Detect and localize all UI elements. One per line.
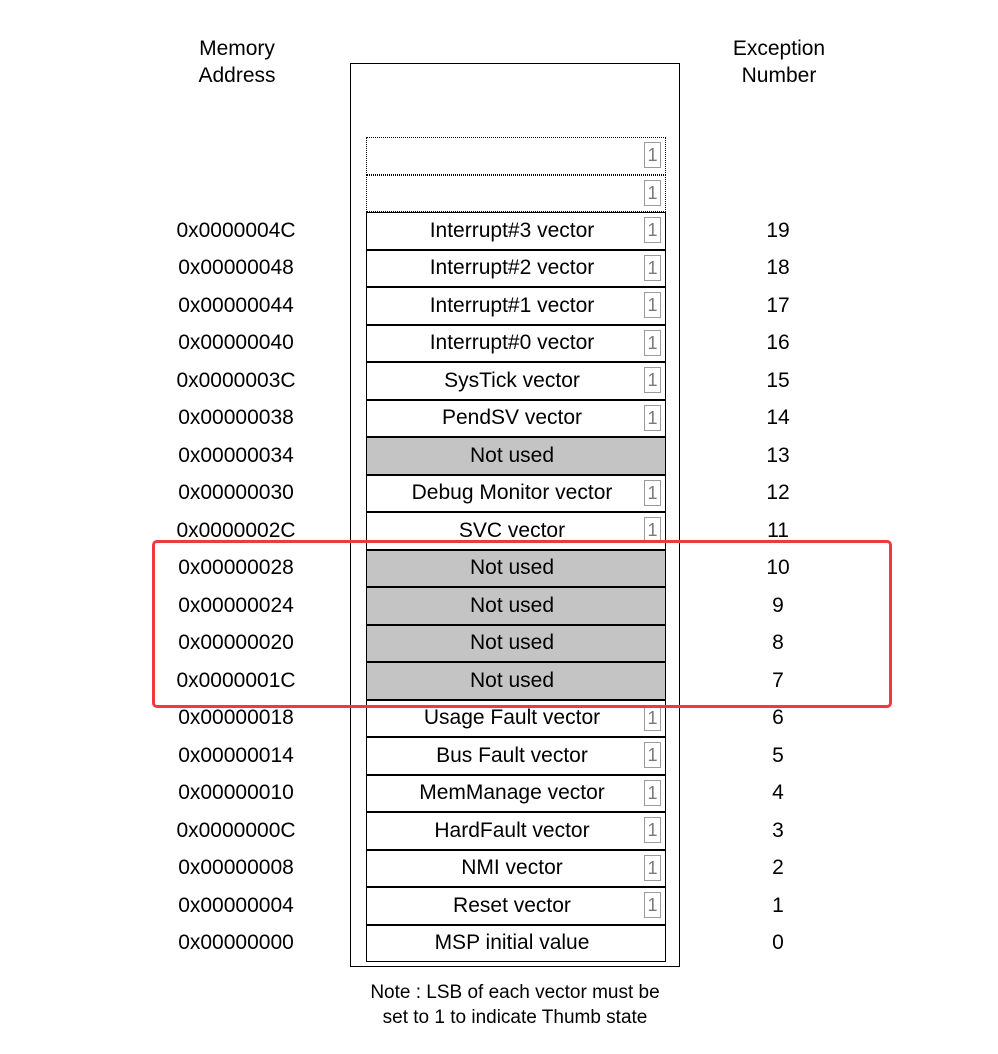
lsb-bit-marker: 1 xyxy=(644,142,661,168)
vector-cell xyxy=(366,737,666,775)
vector-cell xyxy=(366,212,666,250)
vector-cell-continuation xyxy=(366,137,666,175)
row-exception-number: 13 xyxy=(766,443,790,467)
row-address: 0x00000000 xyxy=(178,931,294,955)
vector-label: NMI vector xyxy=(461,856,563,880)
lsb-bit-marker: 1 xyxy=(644,517,661,543)
row-exception-number: 18 xyxy=(766,256,790,280)
exception-number-header-line1: Exception xyxy=(732,37,826,60)
row-exception-number: 0 xyxy=(772,931,784,955)
vector-cell-not-used xyxy=(366,437,666,475)
row-exception-number: 4 xyxy=(772,781,784,805)
exception-number-header xyxy=(712,35,846,89)
row-address: 0x00000004 xyxy=(178,893,294,917)
row-exception-number xyxy=(738,137,818,175)
vector-cell xyxy=(366,400,666,438)
row-exception-number: 1 xyxy=(772,893,784,917)
vector-label: Reset vector xyxy=(453,893,571,917)
lsb-bit-marker: 1 xyxy=(644,217,661,243)
vector-label: Not used xyxy=(469,668,555,692)
row-address: 0x0000002C xyxy=(176,518,296,542)
vector-label: SysTick vector xyxy=(444,368,580,392)
row-exception-number: 9 xyxy=(772,593,784,617)
row-address xyxy=(152,137,320,175)
row-exception-number: 17 xyxy=(766,293,790,317)
lsb-bit-marker: 1 xyxy=(644,292,661,318)
note-line1: Note : LSB of each vector must be xyxy=(370,982,660,1003)
vector-cell xyxy=(366,475,666,513)
vector-cell xyxy=(366,325,666,363)
vector-cell xyxy=(366,250,666,288)
row-exception-number: 2 xyxy=(772,856,784,880)
row-address: 0x00000014 xyxy=(178,743,294,767)
row-exception-number: 11 xyxy=(767,518,789,542)
lsb-bit-marker: 1 xyxy=(644,817,661,843)
row-address: 0x00000030 xyxy=(178,481,294,505)
lsb-bit-marker: 1 xyxy=(644,892,661,918)
vector-label: Bus Fault vector xyxy=(436,743,588,767)
row-address: 0x0000001C xyxy=(176,668,296,692)
vector-cell xyxy=(366,812,666,850)
lsb-bit-marker: 1 xyxy=(644,405,661,431)
vector-label: Debug Monitor vector xyxy=(411,481,613,505)
row-address: 0x00000034 xyxy=(178,443,294,467)
row-exception-number xyxy=(738,175,818,213)
row-exception-number: 3 xyxy=(772,818,784,842)
row-address: 0x0000003C xyxy=(176,368,296,392)
row-exception-number: 14 xyxy=(766,406,790,430)
vector-label: Interrupt#3 vector xyxy=(429,218,595,242)
vector-cell-not-used xyxy=(366,662,666,700)
row-address: 0x0000004C xyxy=(176,218,296,242)
lsb-bit-marker: 1 xyxy=(644,480,661,506)
row-exception-number: 7 xyxy=(772,668,784,692)
vector-label: MSP initial value xyxy=(434,931,590,955)
row-address: 0x00000010 xyxy=(178,781,294,805)
vector-label: HardFault vector xyxy=(434,818,590,842)
lsb-bit-marker: 1 xyxy=(644,180,661,206)
vector-label: Not used xyxy=(469,556,555,580)
memory-address-header xyxy=(176,35,298,89)
vector-cell-not-used xyxy=(366,587,666,625)
note-line2: set to 1 to indicate Thumb state xyxy=(382,1007,648,1028)
lsb-bit-marker: 1 xyxy=(644,367,661,393)
row-address: 0x00000038 xyxy=(178,406,294,430)
vector-cell xyxy=(366,850,666,888)
memory-address-header-line2: Address xyxy=(198,64,276,87)
vector-cell xyxy=(366,700,666,738)
row-exception-number: 6 xyxy=(772,706,784,730)
row-address: 0x00000008 xyxy=(178,856,294,880)
lsb-bit-marker: 1 xyxy=(644,255,661,281)
lsb-bit-marker: 1 xyxy=(644,855,661,881)
vector-cell xyxy=(366,362,666,400)
row-address: 0x0000000C xyxy=(176,818,296,842)
row-address: 0x00000024 xyxy=(178,593,294,617)
row-exception-number: 19 xyxy=(766,218,790,242)
vector-cell-not-used xyxy=(366,550,666,588)
vector-label: MemManage vector xyxy=(419,781,605,805)
lsb-bit-marker: 1 xyxy=(644,742,661,768)
row-exception-number: 5 xyxy=(772,743,784,767)
row-exception-number: 16 xyxy=(766,331,790,355)
lsb-bit-marker: 1 xyxy=(644,330,661,356)
vector-cell xyxy=(366,887,666,925)
memory-address-header-line1: Memory xyxy=(199,37,275,60)
row-address: 0x00000044 xyxy=(178,293,294,317)
vector-label: Not used xyxy=(469,631,555,655)
row-exception-number: 8 xyxy=(772,631,784,655)
row-exception-number: 12 xyxy=(766,481,790,505)
lsb-bit-marker: 1 xyxy=(644,705,661,731)
row-address: 0x00000028 xyxy=(178,556,294,580)
vector-label: Usage Fault vector xyxy=(423,706,601,730)
vector-label: Not used xyxy=(469,443,555,467)
row-exception-number: 15 xyxy=(766,368,790,392)
vector-label: Not used xyxy=(469,593,555,617)
exception-number-header-line2: Number xyxy=(741,64,817,87)
row-exception-number: 10 xyxy=(766,556,790,580)
thumb-state-note xyxy=(330,980,700,1030)
row-address: 0x00000020 xyxy=(178,631,294,655)
row-address: 0x00000040 xyxy=(178,331,294,355)
vector-cell xyxy=(366,925,666,963)
vector-label: PendSV vector xyxy=(441,406,583,430)
row-address: 0x00000048 xyxy=(178,256,294,280)
vector-label: Interrupt#1 vector xyxy=(429,293,595,317)
lsb-bit-marker: 1 xyxy=(644,780,661,806)
row-address: 0x00000018 xyxy=(178,706,294,730)
row-address xyxy=(152,175,320,213)
vector-cell-not-used xyxy=(366,625,666,663)
vector-cell xyxy=(366,287,666,325)
vector-cell xyxy=(366,512,666,550)
vector-cell xyxy=(366,775,666,813)
vector-label: SVC vector xyxy=(458,518,566,542)
vector-label: Interrupt#2 vector xyxy=(429,256,595,280)
vector-cell-continuation xyxy=(366,175,666,213)
vector-label: Interrupt#0 vector xyxy=(429,331,595,355)
